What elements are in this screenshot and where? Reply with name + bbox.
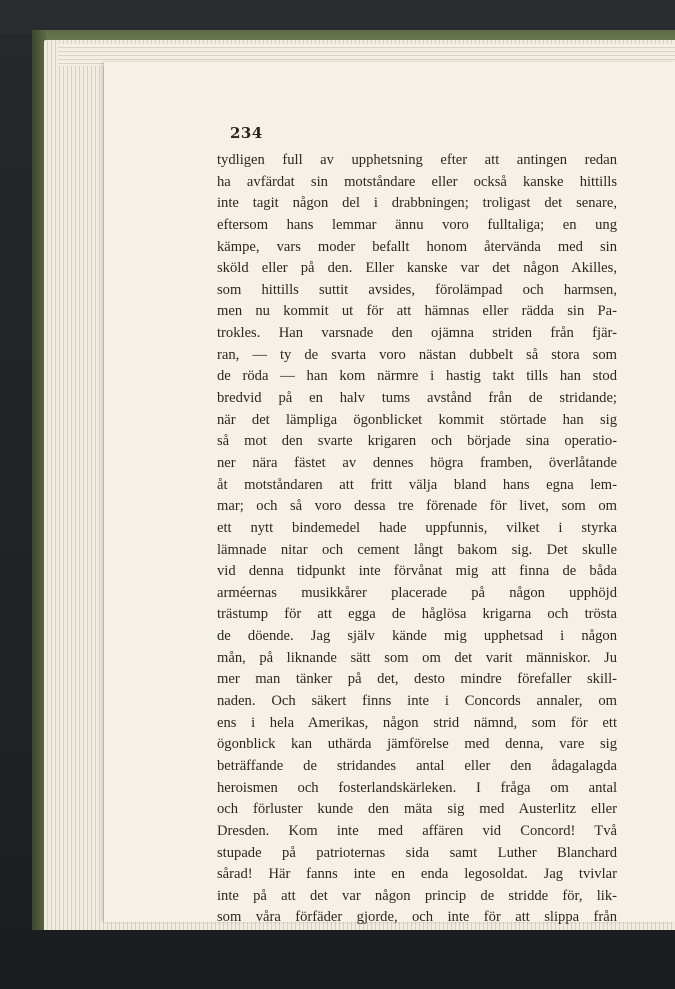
- text-line: ner nära fästet av dennes högra framben, överlåtande: [217, 454, 617, 471]
- text-line: men nu kommit ut för att hämnas eller rädda sin Pa-: [217, 303, 617, 320]
- text-line: som våra förfäder gjorde, och inte för att slippa från: [217, 909, 617, 926]
- scanner-bottom-band: [0, 930, 675, 989]
- text-line: ens i hela Amerikas, någon strid nämnd, som för ett: [217, 714, 617, 731]
- text-line: så mot den svarte krigaren och började sina operatio-: [217, 433, 617, 450]
- text-line: lämnade nitar och cement långt bakom sig. Det skulle: [217, 541, 617, 558]
- text-line: åt motståndaren att fritt välja bland hans egna lem-: [217, 476, 617, 493]
- text-line: heroismen och fosterlandskärleken. I fråga om antal: [217, 779, 617, 796]
- text-line: arméernas musikkårer placerade på någon upphöjd: [217, 584, 617, 601]
- text-line: ha avfärdat sin motståndare eller också kanske hittills: [217, 173, 617, 190]
- text-line: när det lämpliga ögonblicket kommit störtade han sig: [217, 411, 617, 428]
- text-line: sköld eller på den. Eller kanske var det någon Akilles,: [217, 260, 617, 277]
- text-line: ögonblick kan uthärda jämförelse med denna, vare sig: [217, 736, 617, 753]
- text-line: som hittills suttit avsides, förolämpad och harmsen,: [217, 281, 617, 298]
- text-line: ran, — ty de svarta voro nästan dubbelt så stora som: [217, 346, 617, 363]
- text-line: Dresden. Kom inte med affären vid Concord! Två: [217, 822, 617, 839]
- text-line: inte på att det var någon princip de stridde för, lik-: [217, 887, 617, 904]
- text-line: tydligen full av upphetsning efter att antingen redan: [217, 152, 617, 168]
- text-line: sårad! Här fanns inte en enda legosoldat. Jag tvivlar: [217, 866, 617, 883]
- text-line: ett nytt bindemedel hade uppfunnis, vilket i styrka: [217, 519, 617, 536]
- text-line: de döende. Jag själv kände mig upphetsad i någon: [217, 628, 617, 645]
- text-line: de röda — han kom närmre i hastig takt tills han stod: [217, 368, 617, 385]
- text-line: naden. Och säkert finns inte i Concords annaler, om: [217, 693, 617, 710]
- text-line: mer man tänker på det, desto mindre förefaller skill-: [217, 671, 617, 688]
- text-line: inte tagit någon del i drabbningen; troligast det senare,: [217, 195, 617, 212]
- scanner-top-strip: [0, 0, 675, 34]
- page-number: 234: [230, 124, 263, 142]
- text-line: trokles. Han varsnade den ojämna striden från fjär-: [217, 325, 617, 342]
- page-text: [217, 150, 617, 929]
- text-line: trästump för att egga de håglösa krigarna och trösta: [217, 606, 617, 623]
- text-line: beträffande de stridandes antal eller den ådagalagda: [217, 757, 617, 774]
- text-line: stupade på patrioternas sida samt Luther Blanchard: [217, 844, 617, 861]
- text-line: mar; och så voro dessa tre förenade för livet, som om: [217, 498, 617, 515]
- text-line: vid denna tidpunkt inte förvånat mig att finna de båda: [217, 563, 617, 580]
- text-line: kämpe, vars moder befallt honom återvända med sin: [217, 238, 617, 255]
- text-line: bredvid på en halv tums avstånd från de stridande;: [217, 390, 617, 407]
- text-line: eftersom hans lemmar ännu voro fulltaliga; en ung: [217, 216, 617, 233]
- text-line: mån, på liknande sätt som om det varit människor. Ju: [217, 649, 617, 666]
- text-line: och förluster kunde den mäta sig med Austerlitz eller: [217, 801, 617, 818]
